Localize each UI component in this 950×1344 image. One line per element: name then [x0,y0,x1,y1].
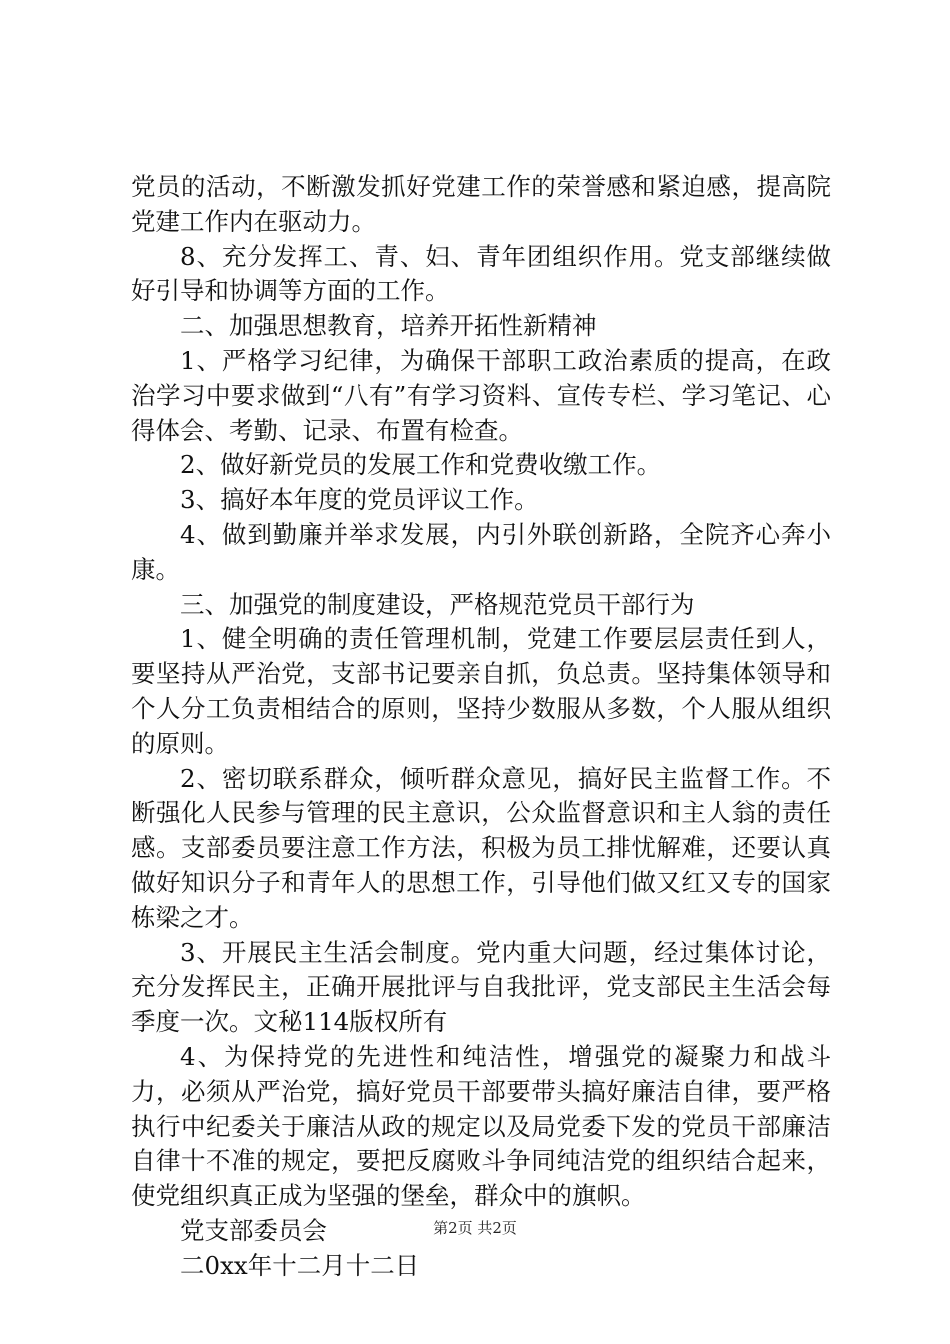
paragraph-2-item-3: 3、搞好本年度的党员评议工作。 [180,485,539,515]
paragraph-continuation: 党员的活动，不断激发抓好党建工作的荣誉感和紧迫感，提高院党建工作内在驱动力。 [131,172,831,236]
paragraph-3-item-3: 3、开展民主生活会制度。党内重大问题，经过集体讨论，充分发挥民主，正确开展批评与自我批评，党支部民主生活会每季度一次。文秘114版权所有 [131,937,831,1037]
paragraph-2-item-2: 2、做好新党员的发展工作和党费收缴工作。 [180,450,662,480]
page-number: 第2页 共2页 [433,1219,517,1237]
signature-date: 二0xx年十二月十二日 [180,1250,420,1280]
paragraph-3-item-1: 1、健全明确的责任管理机制，党建工作要层层责任到人，要坚持从严治党，支部书记要亲自抓，负总责。坚持集体领导和个人分工负责相结合的原则，坚持少数服从多数，个人服从组织的原则。 [131,624,831,758]
document-body [131,170,831,1284]
section-heading-2: 二、加强思想教育，培养开拓性新精神 [180,311,597,341]
paragraph-item-8: 8、充分发挥工、青、妇、青年团组织作用。党支部继续做好引导和协调等方面的工作。 [131,241,831,306]
paragraph-3-item-4: 4、为保持党的先进性和纯洁性，增强党的凝聚力和战斗力，必须从严治党，搞好党员干部要带头搞好廉洁自律，要严格执行中纪委关于廉洁从政的规定以及局党委下发的党员干部廉洁自律十不准的规定，要把反腐败斗争同纯洁党的组织结合起来，使党组织真正成为坚强的堡垒，群众中的旗帜。 [131,1041,831,1211]
paragraph-2-item-1: 1、严格学习纪律，为确保干部职工政治素质的提高，在政治学习中要求做到“八有”有学习资料、宣传专栏、学习笔记、心得体会、考勤、记录、布置有检查。 [131,345,831,445]
section-heading-3: 三、加强党的制度建设，严格规范党员干部行为 [180,589,695,619]
paragraph-2-item-4: 4、做到勤廉并举求发展，内引外联创新路，全院齐心奔小康。 [131,519,831,584]
signature-organization: 党支部委员会 [180,1215,327,1245]
paragraph-3-item-2: 2、密切联系群众，倾听群众意见，搞好民主监督工作。不断强化人民参与管理的民主意识，公众监督意识和主人翁的责任感。支部委员要注意工作方法，积极为员工排忧解难，还要认真做好知识分子和青年人的思想工作，引导他们做又红又专的国家栋梁之才。 [131,763,831,932]
page-footer [0,1218,950,1238]
